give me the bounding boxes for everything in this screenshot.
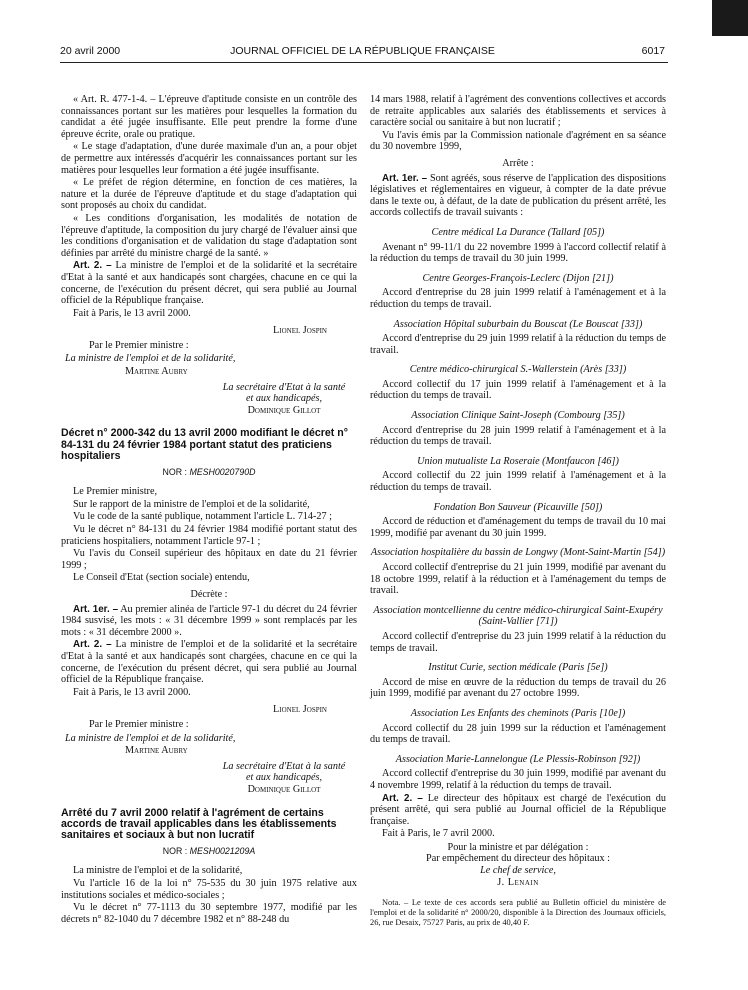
establishment-name: Association Les Enfants des cheminots (Paris [10e]) <box>410 707 626 719</box>
signature-pm: Lionel Jospin <box>273 325 327 337</box>
article-label: Art. 2. – <box>382 792 423 804</box>
article-paragraph <box>370 793 666 828</box>
fait-line: Fait à Paris, le 7 avril 2000. <box>382 828 495 840</box>
article-paragraph <box>61 604 357 639</box>
header-journal-title: JOURNAL OFFICIEL DE LA RÉPUBLIQUE FRANÇAISE <box>230 45 495 57</box>
par-le-premier-ministre: Par le Premier ministre : <box>89 718 189 730</box>
establishment-text: Accord d'entreprise du 28 juin 1999 relatif à l'aménagement et à la réduction du temps de travail. <box>370 287 666 310</box>
paragraph: Vu l'avis émis par la Commission nationale d'agrément en sa séance du 30 novembre 1999, <box>370 129 666 153</box>
paragraph: « Le préfet de région détermine, en fonction de ces matières, la nature et la durée de l'épreuve d'aptitude et du stage d'adaptation qui sont proposés au choix du candidat. <box>61 177 357 212</box>
establishment-text: Accord collectif d'entreprise du 30 juin 1999, modifié par avenant du 4 novembre 1999, relatif à la réduction du temps de travail. <box>370 768 666 791</box>
fait-line: Fait à Paris, le 13 avril 2000. <box>73 307 191 319</box>
page-header <box>60 45 665 59</box>
signature-pm: Lionel Jospin <box>273 704 327 716</box>
right-column <box>370 94 666 929</box>
article-text: Sont agréés, sous réserve de l'application des dispositions législatives et réglementaires en vigueur, à compter de la date prévue dans le texte ou, à défaut, de la date de publication du présent arrêté, les accords collectifs de travail suivants : <box>370 172 667 219</box>
secretary-name: Dominique Gillot <box>247 783 321 795</box>
nota-note: Nota. – Le texte de ces accords sera publié au Bulletin officiel du ministère de l'emploi et de la solidarité n° 2000/20, disponible à la Direction des Journaux officiels, 26, rue Desaix, 75727 Paris, au prix de 40,40 F. <box>370 898 666 927</box>
page-corner-tab <box>712 0 748 36</box>
paragraph: Le Conseil d'Etat (section sociale) entendu, <box>73 572 250 584</box>
establishment-name: Centre Georges-François-Leclerc (Dijon [21]) <box>422 272 614 284</box>
paragraph: Sur le rapport de la ministre de l'emploi et de la solidarité, <box>73 498 310 510</box>
establishment-name: Association Hôpital suburbain du Bouscat (Le Bouscat [33]) <box>393 318 643 330</box>
article-label: Art. 2. – <box>73 639 112 651</box>
header-date: 20 avril 2000 <box>60 45 121 57</box>
secretary-title-2: et aux handicapés, <box>245 393 323 405</box>
paragraph: « Le stage d'adaptation, d'une durée maximale d'un an, a pour objet de permettre aux intéressés d'acquérir les connaissances portant sur les matières pour lesquelles leur formation a été jugée insuffisante. <box>61 141 357 176</box>
signature-line-3: Le chef de service, <box>480 865 556 877</box>
establishment-name: Association Marie-Lannelongue (Le Plessis-Robinson [92]) <box>395 753 641 765</box>
left-column <box>61 94 357 926</box>
establishment-text: Accord collectif du 22 juin 1999 relatif à l'aménagement et à la réduction du temps de travail. <box>370 470 666 494</box>
article-paragraph <box>61 639 357 685</box>
article-paragraph <box>370 173 666 219</box>
decrete-line: Décrète : <box>190 589 228 600</box>
minister-title: La ministre de l'emploi et de la solidarité, <box>65 732 236 744</box>
secretary-title-1: La secrétaire d'Etat à la santé <box>222 381 346 393</box>
establishment-name: Association montcellienne du centre médico-chirurgical Saint-Exupéry (Saint-Vallier [71]) <box>373 604 663 628</box>
establishment-name: Centre médico-chirurgical S.-Wallerstein (Arès [33]) <box>409 364 627 376</box>
paragraph: La ministre de l'emploi et de la solidarité, <box>73 865 243 877</box>
secretary-name: Dominique Gillot <box>247 404 321 416</box>
paragraph: Vu le décret n° 84-131 du 24 février 1984 modifié portant statut des praticiens hospitaliers, notamment l'article 97-1 ; <box>61 524 357 547</box>
arrete-line: Arrête : <box>502 157 534 169</box>
secretary-title-2: et aux handicapés, <box>245 772 323 784</box>
article-label: Art. 1er. – <box>382 172 428 184</box>
nor-label: NOR : <box>162 845 188 856</box>
paragraph: Le Premier ministre, <box>73 486 158 498</box>
establishment-name: Institut Curie, section médicale (Paris [5e]) <box>428 662 608 674</box>
establishment-text: Accord de réduction et d'aménagement du temps de travail du 10 mai 1999, modifié par avenant du 30 juin 1999. <box>370 516 666 539</box>
secretary-title-1: La secrétaire d'Etat à la santé <box>222 760 346 772</box>
nor-code: MESH0021209A <box>189 845 256 856</box>
minister-title: La ministre de l'emploi et de la solidarité, <box>65 353 236 365</box>
paragraph: Vu le décret n° 77-1113 du 30 septembre 1977, modifié par les décrets n° 82-1040 du 7 décembre 1982 et n° 88-248 du <box>61 902 357 925</box>
header-rule <box>60 62 668 63</box>
article-label: Art. 2. – <box>73 260 112 272</box>
establishment-text: Accord collectif du 17 juin 1999 relatif à l'aménagement et à la réduction du temps de travail. <box>370 378 666 402</box>
decree-nor <box>61 467 357 479</box>
arrete-nor <box>61 846 357 858</box>
establishment-text: Accord collectif d'entreprise du 21 juin 1999, modifié par avenant du 18 octobre 1999, relatif à la réduction et à l'aménagement du temps de travail. <box>370 562 666 597</box>
establishment-name: Association hospitalière du bassin de Longwy (Mont-Saint-Martin [54]) <box>370 547 666 559</box>
article-text: Au premier alinéa de l'article 97-1 du décret du 24 février 1984 susvisé, les mots : « 31 décembre 1999 » sont remplacés par les mots : « 31 décembre 2000 ». <box>61 603 357 638</box>
minister-name: Martine Aubry <box>125 745 188 757</box>
establishment-text: Avenant n° 99-11/1 du 22 novembre 1999 à l'accord collectif relatif à la réduction du temps de travail du 30 juin 1999. <box>370 241 666 265</box>
establishment-text: Accord de mise en œuvre de la réduction du temps de travail du 26 juin 1999, modifié par avenant du 27 octobre 1999. <box>370 676 666 700</box>
article-text: La ministre de l'emploi et de la solidarité et la secrétaire d'Etat à la santé et aux handicapés sont chargées, chacune en ce qui la concerne, de l'exécution du présent décret, qui sera publié au Journal officiel de la République française. <box>61 260 357 307</box>
establishment-name: Fondation Bon Sauveur (Picauville [50]) <box>433 501 603 513</box>
nor-label: NOR : <box>162 466 187 477</box>
article-paragraph <box>61 260 357 306</box>
paragraph: 14 mars 1988, relatif à l'agrément des conventions collectives et accords de retraite applicables aux salariés des établissements et services à caractère social ou sanitaire à but non lucratif ; <box>370 94 666 129</box>
signature-line-2: Par empêchement du directeur des hôpitaux : <box>426 853 610 865</box>
minister-name: Martine Aubry <box>125 366 188 378</box>
paragraph: « Art. R. 477-1-4. – L'épreuve d'aptitude consiste en un contrôle des connaissances portant sur les matières pour lesquelles la formation du candidat a été jugée insuffisante. Elle peut prendre la forme d'une épreuve écrite, orale ou pratique. <box>61 94 357 140</box>
paragraph: Vu le code de la santé publique, notamment l'article L. 714-27 ; <box>73 511 332 523</box>
establishment-name: Union mutualiste La Roseraie (Montfaucon [46]) <box>417 455 619 467</box>
establishment-text: Accord collectif d'entreprise du 23 juin 1999 relatif à la réduction du temps de travail. <box>370 630 666 654</box>
header-page-number: 6017 <box>641 45 665 57</box>
decree-title: Décret n° 2000-342 du 13 avril 2000 modifiant le décret n° 84-131 du 24 février 1984 portant statut des praticiens hospitaliers <box>61 427 348 463</box>
fait-line: Fait à Paris, le 13 avril 2000. <box>73 686 191 698</box>
arrete-title: Arrêté du 7 avril 2000 relatif à l'agrément de certains accords de travail applicables dans les établissements sanitaires et sociaux à but non lucratif <box>61 806 337 842</box>
article-text: Le directeur des hôpitaux est chargé de l'exécution du présent arrêté, qui sera publié au Journal officiel de la République française. <box>370 792 666 827</box>
par-le-premier-ministre: Par le Premier ministre : <box>89 339 189 351</box>
nor-code: MESH0020790D <box>189 466 256 477</box>
article-label: Art. 1er. – <box>73 603 119 615</box>
paragraph: « Les conditions d'organisation, les modalités de notation de l'épreuve d'aptitude, la composition du jury chargé de l'évaluer ainsi que les conditions d'organisation et de validation du stage d'adaptation sont définies par arrêté du ministre chargé de la santé. » <box>61 212 357 259</box>
establishment-name: Centre médical La Durance (Tallard [05]) <box>431 226 605 238</box>
paragraph: Vu l'avis du Conseil supérieur des hôpitaux en date du 21 février 1999 ; <box>61 548 357 571</box>
signature-line-1: Pour la ministre et par délégation : <box>447 841 589 853</box>
paragraph: Vu l'article 16 de la loi n° 75-535 du 30 juin 1975 relative aux institutions sociales et médico-sociales ; <box>61 877 357 901</box>
signature-name: J. Lenain <box>497 876 539 888</box>
establishment-text: Accord d'entreprise du 28 juin 1999 relatif à l'aménagement et à la réduction du temps de travail. <box>370 424 666 448</box>
article-text: La ministre de l'emploi et de la solidarité et la secrétaire d'Etat à la santé et aux handicapés sont chargées, chacune en ce qui la concerne, de l'exécution du présent décret, qui sera publié au Journal officiel de la République française. <box>61 639 357 686</box>
establishment-name: Association Clinique Saint-Joseph (Combourg [35]) <box>411 410 625 422</box>
establishment-text: Accord collectif du 28 juin 1999 sur la réduction et l'aménagement du temps de travail. <box>370 722 666 746</box>
establishment-text: Accord d'entreprise du 29 juin 1999 relatif à la réduction du temps de travail. <box>370 333 666 356</box>
